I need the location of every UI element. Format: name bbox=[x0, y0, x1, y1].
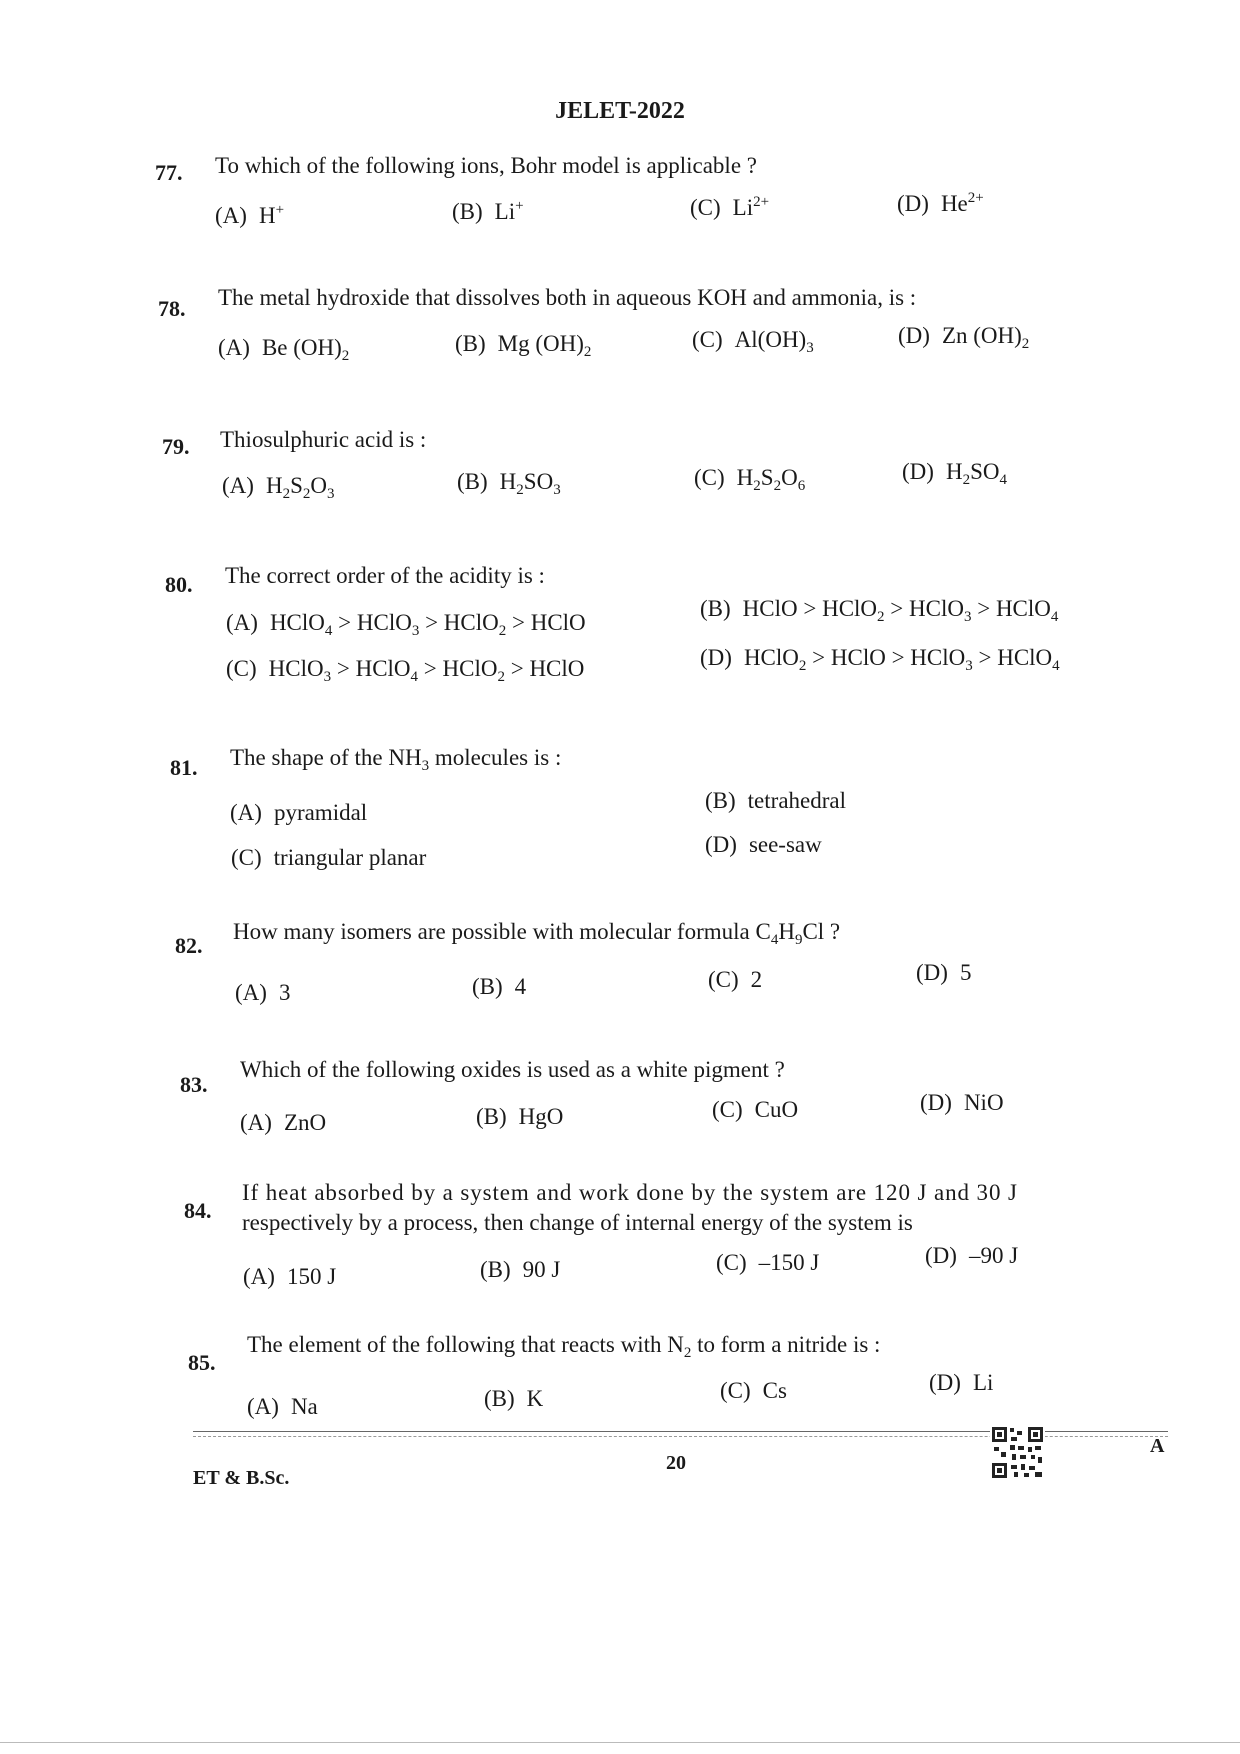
option-b[interactable]: (B) HgO bbox=[476, 1104, 564, 1129]
question-text: The metal hydroxide that dissolves both in aqueous KOH and ammonia, is : bbox=[218, 285, 917, 310]
footer-subject: ET & B.Sc. bbox=[193, 1467, 290, 1489]
option-d[interactable]: (D) Li bbox=[929, 1370, 994, 1395]
option-b[interactable]: (B) HClO > HClO$_2$ > HClO$_3$ > HClO$_4$ bbox=[700, 596, 1059, 625]
option-d[interactable]: (D) $He^{2+}$ bbox=[897, 190, 984, 216]
question-number: 84. bbox=[184, 1198, 212, 1223]
question-text: The element of the following that reacts with $N_2$ to form a nitride is : bbox=[247, 1332, 881, 1361]
option-d[interactable]: (D) HClO$_2$ > HClO > HClO$_3$ > HClO$_4$ bbox=[700, 645, 1060, 674]
question-number: 85. bbox=[188, 1350, 216, 1375]
option-a[interactable]: (A) Be $(OH)_2$ bbox=[218, 335, 350, 364]
option-b[interactable]: (B) K bbox=[484, 1386, 544, 1411]
option-d[interactable]: (D) 5 bbox=[916, 960, 972, 985]
question-number: 80. bbox=[165, 572, 193, 597]
scan-edge-line bbox=[0, 1742, 1240, 1743]
option-b[interactable]: (B) 4 bbox=[472, 974, 527, 999]
question-number: 78. bbox=[158, 296, 186, 321]
option-a[interactable]: (A) 150 J bbox=[243, 1264, 337, 1289]
option-c[interactable]: (C) HClO$_3$ > HClO$_4$ > HClO$_2$ > HClO bbox=[226, 656, 585, 685]
question-number: 79. bbox=[162, 434, 190, 459]
option-c[interactable]: (C) $Al(OH)_3$ bbox=[692, 327, 814, 356]
option-d[interactable]: (D) $H_2SO_4$ bbox=[902, 459, 1007, 488]
option-a[interactable]: (A) ZnO bbox=[240, 1110, 327, 1135]
page-header: JELET-2022 bbox=[555, 98, 685, 124]
question-number: 82. bbox=[175, 933, 203, 958]
question-text: Which of the following oxides is used as a white pigment ? bbox=[240, 1057, 785, 1082]
question-text: The shape of the $NH_3$ molecules is : bbox=[230, 745, 562, 774]
question-text: Thiosulphuric acid is : bbox=[220, 427, 427, 452]
option-a[interactable]: (A) HClO$_4$ > HClO$_3$ > HClO$_2$ > HClO bbox=[226, 610, 586, 639]
option-c[interactable]: (C) –150 J bbox=[716, 1250, 820, 1275]
page-number: 20 bbox=[666, 1452, 686, 1474]
question-text-line1: If heat absorbed by a system and work done by the system are 120 J and 30 J bbox=[242, 1180, 1018, 1205]
option-a[interactable]: (A) H+ bbox=[215, 202, 285, 228]
question-text-line2: respectively by a process, then change of internal energy of the system is bbox=[242, 1210, 913, 1235]
option-b[interactable]: (B) Mg $(OH)_2$ bbox=[455, 331, 592, 360]
question-number: 83. bbox=[180, 1072, 208, 1097]
option-c[interactable]: (C) 2 bbox=[708, 967, 763, 992]
question-set: A bbox=[1150, 1435, 1165, 1457]
option-a[interactable]: (A) Na bbox=[247, 1394, 318, 1419]
option-a[interactable]: (A) 3 bbox=[235, 980, 291, 1005]
option-d[interactable]: (D) see-saw bbox=[705, 832, 822, 857]
option-b[interactable]: (B) Li+ bbox=[452, 198, 524, 224]
option-c[interactable]: (C) CuO bbox=[712, 1097, 799, 1122]
option-c[interactable]: (C) Cs bbox=[720, 1378, 787, 1403]
option-b[interactable]: (B) $H_2SO_3$ bbox=[457, 469, 561, 498]
option-c[interactable]: (C) triangular planar bbox=[231, 845, 427, 870]
option-b[interactable]: (B) tetrahedral bbox=[705, 788, 846, 813]
question-text: The correct order of the acidity is : bbox=[225, 563, 545, 588]
question-number: 77. bbox=[155, 160, 183, 185]
option-d[interactable]: (D) NiO bbox=[920, 1090, 1004, 1115]
question-number: 81. bbox=[170, 755, 198, 780]
option-b[interactable]: (B) 90 J bbox=[480, 1257, 561, 1282]
question-text: To which of the following ions, Bohr model is applicable ? bbox=[215, 153, 757, 178]
qr-code-icon bbox=[990, 1425, 1045, 1480]
option-c[interactable]: (C) $H_2S_2O_6$ bbox=[694, 465, 806, 494]
option-c[interactable]: (C) $Li^{2+}$ bbox=[690, 194, 770, 220]
question-text: How many isomers are possible with molecular formula $C_4H_9Cl$ ? bbox=[233, 919, 841, 948]
option-d[interactable]: (D) –90 J bbox=[925, 1243, 1019, 1268]
option-a[interactable]: (A) pyramidal bbox=[230, 800, 368, 825]
option-a[interactable]: (A) $H_2S_2O_3$ bbox=[222, 473, 335, 502]
option-d[interactable]: (D) Zn $(OH)_2$ bbox=[898, 323, 1030, 352]
